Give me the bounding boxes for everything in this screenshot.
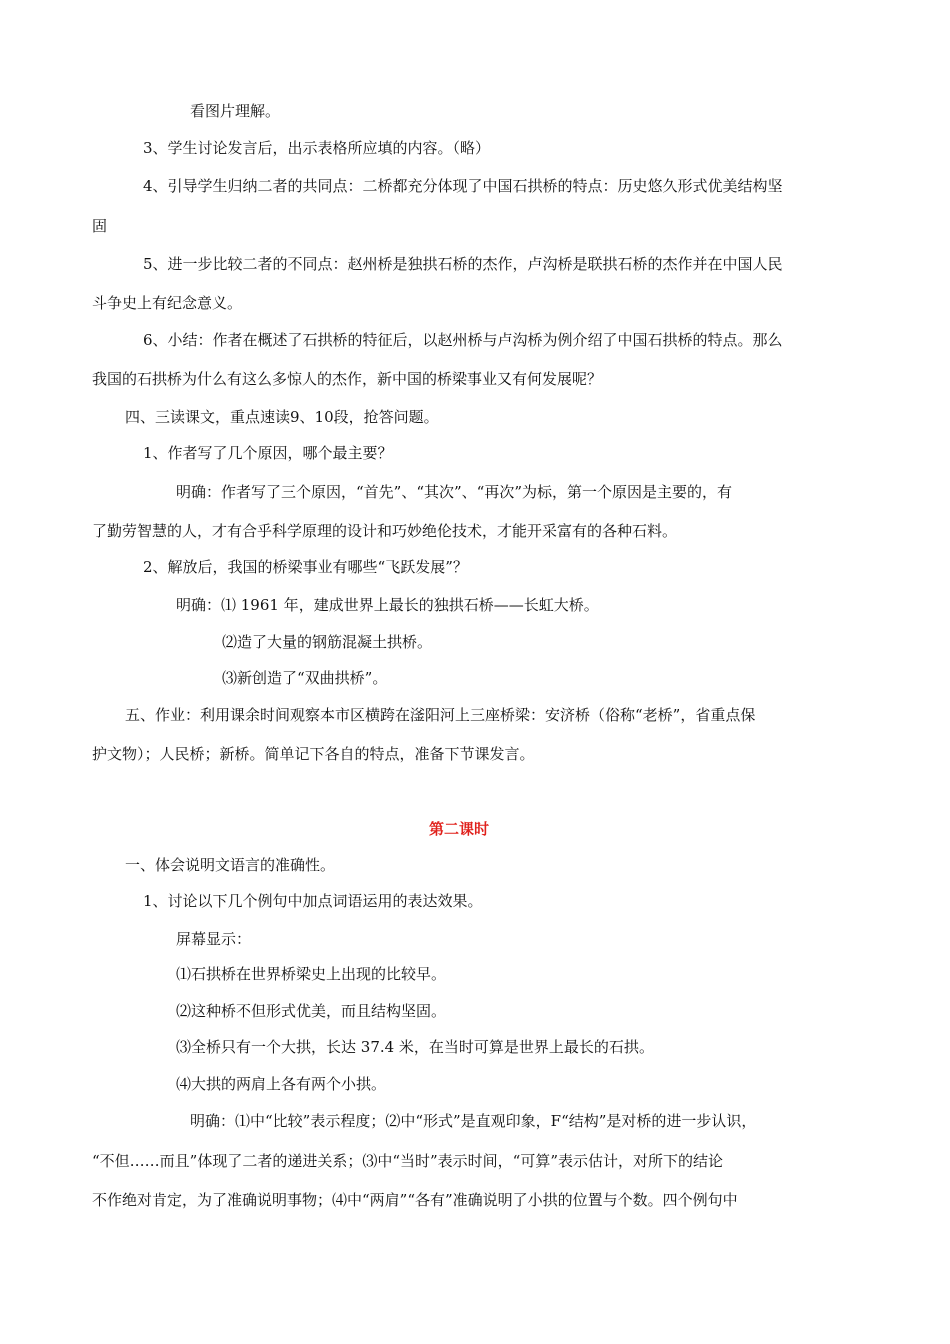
text-line: 不作绝对肯定，为了准确说明事物；⑷中“两肩”“各有”准确说明了小拱的位置与个数。四个例句中	[92, 1191, 738, 1209]
text-line: 固	[92, 217, 108, 235]
text-line: 4、引导学生归纳二者的共同点：二桥都充分体现了中国石拱桥的特点：历史悠久形式优美结构坚	[143, 177, 783, 195]
text-line: 一、体会说明文语言的准确性。	[125, 856, 336, 874]
text-line: 护文物）；人民桥；新桥。简单记下各自的特点，准备下节课发言。	[92, 745, 535, 763]
text-line: 我国的石拱桥为什么有这么多惊人的杰作，新中国的桥梁事业又有何发展呢？	[92, 370, 603, 388]
text-line: 斗争史上有纪念意义。	[92, 294, 243, 312]
text-line: ⑶全桥只有一个大拱，长达 37.4 米，在当时可算是世界上最长的石拱。	[176, 1038, 654, 1056]
text-line: 四、三读课文，重点速读9、10段，抢答问题。	[125, 408, 439, 426]
text-line: 明确：⑴ 1961 年，建成世界上最长的独拱石桥——长虹大桥。	[176, 596, 599, 614]
text-line: 看图片理解。	[190, 102, 281, 120]
text-line: 3、学生讨论发言后，出示表格所应填的内容。（略）	[143, 139, 491, 157]
text-line: ⑷大拱的两肩上各有两个小拱。	[176, 1075, 387, 1093]
text-line: ⑶新创造了“双曲拱桥”。	[222, 669, 388, 687]
text-line: ⑵造了大量的钢筋混凝土拱桥。	[222, 633, 433, 651]
text-line: ⑴石拱桥在世界桥梁史上出现的比较早。	[176, 965, 447, 983]
text-line: 屏幕显示：	[176, 930, 252, 948]
text-line: 6、小结：作者在概述了石拱桥的特征后，以赵州桥与卢沟桥为例介绍了中国石拱桥的特点。那么	[143, 331, 783, 349]
text-line: “不但……而且”体现了二者的递进关系；⑶中“当时”表示时间，“可算”表示估计，对所下的结论	[92, 1152, 724, 1170]
text-line: 1、讨论以下几个例句中加点词语运用的表达效果。	[143, 892, 483, 910]
text-line: 明确：作者写了三个原因，“首先”、“其次”、“再次”为标，第一个原因是主要的，有	[176, 483, 733, 501]
text-line: ⑵这种桥不但形式优美，而且结构坚固。	[176, 1002, 447, 1020]
text-line: 五、作业：利用课余时间观察本市区横跨在滏阳河上三座桥梁：安济桥（俗称“老桥”，省重点保	[125, 706, 756, 724]
text-line: 2、解放后，我国的桥梁事业有哪些“飞跃发展”？	[143, 558, 468, 576]
section-heading: 第二课时	[429, 820, 490, 838]
text-line: 明确：⑴中“比较”表示程度；⑵中“形式”是直观印象，F“结构”是对桥的进一步认识，	[190, 1112, 757, 1130]
text-line: 了勤劳智慧的人，才有合乎科学原理的设计和巧妙绝伦技术，才能开采富有的各种石料。	[92, 522, 678, 540]
text-line: 5、进一步比较二者的不同点：赵州桥是独拱石桥的杰作，卢沟桥是联拱石桥的杰作并在中国人民	[143, 255, 783, 273]
text-line: 1、作者写了几个原因，哪个最主要？	[143, 444, 393, 462]
